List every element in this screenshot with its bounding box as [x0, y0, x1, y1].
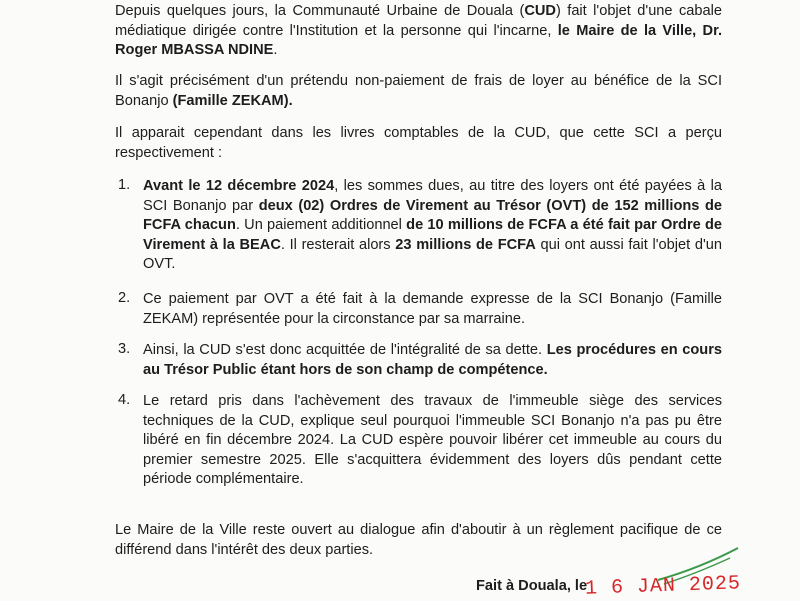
text-span-bold: (Famille ZEKAM).: [172, 92, 293, 109]
list-item-text: [143, 177, 722, 275]
text-span: Il apparait cependant dans les livres comptables de la CUD, que cette SCI a perçu respectivement :: [115, 125, 722, 161]
text-span-bold: de 10 millions de FCFA a été fait par Ordre de Virement à la BEAC: [143, 217, 723, 253]
list-item-text: Ce paiement par OVT a été fait à la demande expresse de la SCI Bonanjo (Famille ZEKAM) représentée pour la circonstance par sa marraine.: [143, 291, 722, 327]
list-number: 1.: [118, 177, 131, 193]
list-number: 4.: [118, 392, 131, 408]
text-span: . Il resterait alors: [280, 236, 396, 253]
text-span: Depuis quelques jours, la Communauté Urbaine de Douala (: [115, 3, 525, 19]
text-span: , les sommes dues, au titre des loyers ont été payées à la SCI Bonanjo par: [143, 178, 722, 214]
accounts-paragraph: [115, 124, 722, 163]
signature-place-date: Fait à Douala, le: [476, 578, 588, 594]
list-number: 2.: [118, 290, 131, 306]
text-span: Ainsi, la CUD s'est donc acquittée de l'intégralité de sa dette.: [143, 342, 547, 358]
text-span: Le Maire de la Ville reste ouvert au dialogue afin d'aboutir à un règlement pacifique de ce différend dans l'intérêt des deux parties.: [115, 522, 722, 558]
text-span: ) fait l'objet d'une cabale médiatique dirigée contre l'Institution et la personne qui l'incarne,: [115, 3, 722, 39]
text-span: Il s'agit précisément d'un prétendu non-paiement de frais de loyer au bénéfice de la SCI Bonanjo: [115, 73, 722, 109]
text-span-bold: 23 millions de FCFA: [395, 236, 536, 253]
text-span-bold: deux (02) Ordres de Virement au Trésor (OVT) de 152 millions de FCFA chacun: [143, 197, 722, 233]
date-stamp: 1 6 JAN 2025: [584, 572, 742, 601]
closing-paragraph: [115, 521, 722, 560]
text-span: . Un paiement additionnel: [235, 217, 407, 233]
context-paragraph: [115, 72, 722, 111]
text-span-bold: le Maire de la Ville, Dr. Roger MBASSA NDINE: [115, 22, 723, 58]
list-item-text: [143, 341, 722, 380]
intro-paragraph: [115, 2, 722, 61]
text-span-bold: Avant le 12 décembre 2024: [143, 178, 335, 194]
text-span-bold: CUD: [524, 3, 556, 19]
text-span: qui ont aussi fait l'objet d'un OVT.: [143, 236, 723, 272]
text-span: .: [273, 42, 278, 58]
list-item-text: Le retard pris dans l'achèvement des travaux de l'immeuble siège des services techniques de la CUD, explique seul pourquoi l'immeuble SCI Bonanjo n'a pas pu être libéré en fin décembre 2024. La CUD espère pouvoir libérer cet immeuble au cours du premier semestre 2025. Elle s'acquittera évidemment des loyers dûs pendant cette période complémentaire.: [143, 393, 722, 487]
text-span-bold: Les procédures en cours au Trésor Public étant hors de son champ de compétence.: [143, 342, 722, 378]
list-number: 3.: [118, 341, 131, 357]
